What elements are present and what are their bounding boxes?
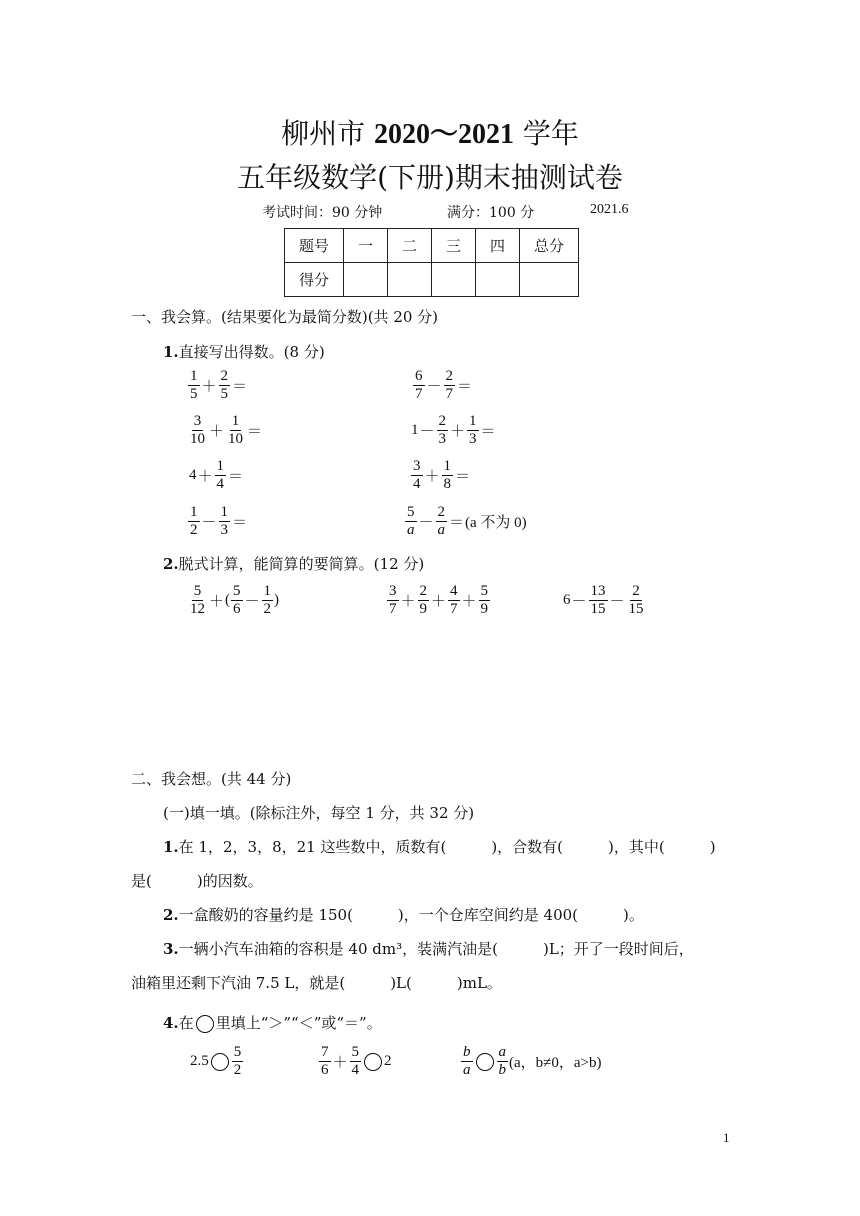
calc-expr-3: $\frac{3}{10}$ ＋ $\frac{1}{10}$ ＝ (190, 413, 263, 447)
fraction: $\frac{2}{15}$ (628, 583, 644, 617)
circle-icon (196, 1015, 214, 1033)
fraction: $\frac{2}{7}$ (445, 368, 454, 402)
fraction: $\frac{1}{2}$ (263, 583, 272, 617)
fraction: $\frac{2}{5}$ (220, 368, 229, 402)
fraction: $\frac{13}{15}$ (590, 583, 606, 617)
score-input-cell[interactable] (432, 263, 476, 297)
compare-circle[interactable] (211, 1053, 229, 1071)
fraction: $\frac{5}{12}$ (190, 583, 205, 617)
compare-circle[interactable] (364, 1053, 382, 1071)
fraction: $\frac{1}{2}$ (190, 504, 198, 538)
score-input-cell[interactable] (344, 263, 388, 297)
step-calc-1: $\frac{5}{12}$ ＋ ( $\frac{5}{6}$ － $\frac{1}{2}$ ) (190, 583, 280, 617)
fraction: $\frac{1}{8}$ (443, 458, 452, 492)
score-table-header-row (285, 229, 579, 263)
title-city: 柳州市 (281, 117, 366, 150)
section2-title: 二、我会想。(共 44 分) (131, 770, 292, 788)
score-table (284, 228, 579, 297)
step-calc-3: 6 － $\frac{13}{15}$ － $\frac{2}{15}$ (563, 583, 644, 617)
fraction: $\frac{1}{10}$ (228, 413, 244, 447)
section2-q2: 2.一盒酸奶的容量约是 150( )，一个仓库空间约是 400( )。 (163, 906, 644, 924)
fraction: $\frac{6}{7}$ (415, 368, 423, 402)
score-input-cell[interactable] (476, 263, 520, 297)
fraction: $\frac{3}{10}$ (190, 413, 205, 447)
fraction: $\frac{1}{5}$ (190, 368, 198, 402)
fraction: $\frac{7}{6}$ (321, 1044, 329, 1078)
section1-q1 (163, 341, 325, 362)
fraction: $\frac{1}{3}$ (469, 413, 477, 447)
compare-expr-1: 2.5 $\frac{5}{2}$ (190, 1044, 242, 1078)
section2-q4: 4.在 里填上“＞”“＜”或“＝”。 (163, 1014, 382, 1032)
section2-q1-cont: 是( )的因数。 (131, 872, 263, 890)
fraction: $\frac{5}{4}$ (351, 1044, 360, 1078)
compare-expr-3 (460, 1044, 602, 1079)
fraction: $\frac{3}{7}$ (389, 583, 397, 617)
calc-expr-4: 1 － $\frac{2}{3}$ ＋ $\frac{1}{3}$ ＝ (411, 413, 496, 447)
q1-number: 1. (163, 343, 179, 361)
fraction: $\frac{3}{4}$ (413, 458, 421, 492)
fraction: $\frac{a}{b}$ (498, 1044, 506, 1078)
calc-expr-7: $\frac{1}{2}$ － $\frac{1}{3}$ ＝ (190, 504, 248, 538)
fraction: $\frac{1}{4}$ (216, 458, 225, 492)
section2-q3-cont: 油箱里还剩下汽油 7.5 L，就是( )L( )mL。 (131, 974, 502, 992)
exam-title-line2: 五年级数学(下册)期末抽测试卷 (237, 161, 623, 194)
exam-time: 考试时间：90 分钟 (262, 205, 383, 221)
fraction: $\frac{2}{9}$ (419, 583, 428, 617)
section2-q3: 3.一辆小汽车油箱的容积是 40 dm³，装满汽油是( )L；开了一段时间后， (163, 940, 694, 958)
calc-expr-5: 4 ＋ $\frac{1}{4}$ ＝ (189, 458, 244, 492)
fraction: $\frac{5}{6}$ (233, 583, 241, 617)
score-header-cell: 三 (432, 229, 476, 263)
fraction: $\frac{2}{a}$ (437, 504, 446, 538)
exam-full-score: 满分：100 分 (447, 205, 535, 221)
exam-date: 2021.6 (590, 202, 629, 217)
fraction: $\frac{1}{3}$ (220, 504, 229, 538)
fraction: $\frac{5}{9}$ (480, 583, 489, 617)
compare-circle[interactable] (476, 1053, 494, 1071)
fraction: $\frac{4}{7}$ (450, 583, 458, 617)
title-years: 2020～2021 (373, 119, 514, 150)
calc-expr-8: $\frac{5}{a}$ － $\frac{2}{a}$ ＝ (a 不为 0) (407, 504, 527, 538)
fraction: $\frac{2}{3}$ (438, 413, 447, 447)
calc-expr-1: $\frac{1}{5}$ ＋ $\frac{2}{5}$ ＝ (190, 368, 248, 402)
q2-number: 2. (163, 555, 179, 573)
calc-expr-6: $\frac{3}{4}$ ＋ $\frac{1}{8}$ ＝ (413, 458, 471, 492)
compare-note: (a，b≠0，a>b) (509, 1055, 602, 1071)
score-input-cell[interactable] (520, 263, 579, 297)
score-input-cell[interactable] (388, 263, 432, 297)
score-header-cell: 题号 (285, 229, 344, 263)
exam-title-line1 (0, 112, 860, 152)
score-header-cell: 总分 (520, 229, 579, 263)
title-year-word: 学年 (522, 117, 579, 150)
calc-expr-2: $\frac{6}{7}$ － $\frac{2}{7}$ ＝ (415, 368, 473, 402)
q1-text: 直接写出得数。(8 分) (178, 343, 325, 361)
fraction: $\frac{b}{a}$ (463, 1044, 471, 1078)
compare-expr-2: $\frac{7}{6}$ ＋ $\frac{5}{4}$ 2 (321, 1044, 392, 1078)
section2-q1: 1.在 1，2，3，8，21 这些数中，质数有( )，合数有( )，其中( ) (163, 838, 716, 856)
step-calc-2: $\frac{3}{7}$ ＋ $\frac{2}{9}$ ＋ $\frac{4}{7}$ ＋ $\frac{5}{9}$ (389, 583, 489, 617)
score-header-cell: 二 (388, 229, 432, 263)
score-header-cell: 四 (476, 229, 520, 263)
score-row-label: 得分 (285, 263, 344, 297)
q2-text: 脱式计算，能简算的要简算。(12 分) (178, 555, 425, 573)
section2-sub1: (一)填一填。(除标注外，每空 1 分，共 32 分) (163, 804, 475, 822)
fraction: $\frac{5}{a}$ (407, 504, 415, 538)
section1-q2 (163, 553, 424, 574)
score-header-cell: 一 (344, 229, 388, 263)
page-number: 1 (723, 1130, 730, 1145)
fraction: $\frac{5}{2}$ (233, 1044, 242, 1078)
expr-note: (a 不为 0) (465, 515, 527, 531)
score-table-score-row (285, 263, 579, 297)
section1-title: 一、我会算。(结果要化为最简分数)(共 20 分) (131, 308, 439, 326)
